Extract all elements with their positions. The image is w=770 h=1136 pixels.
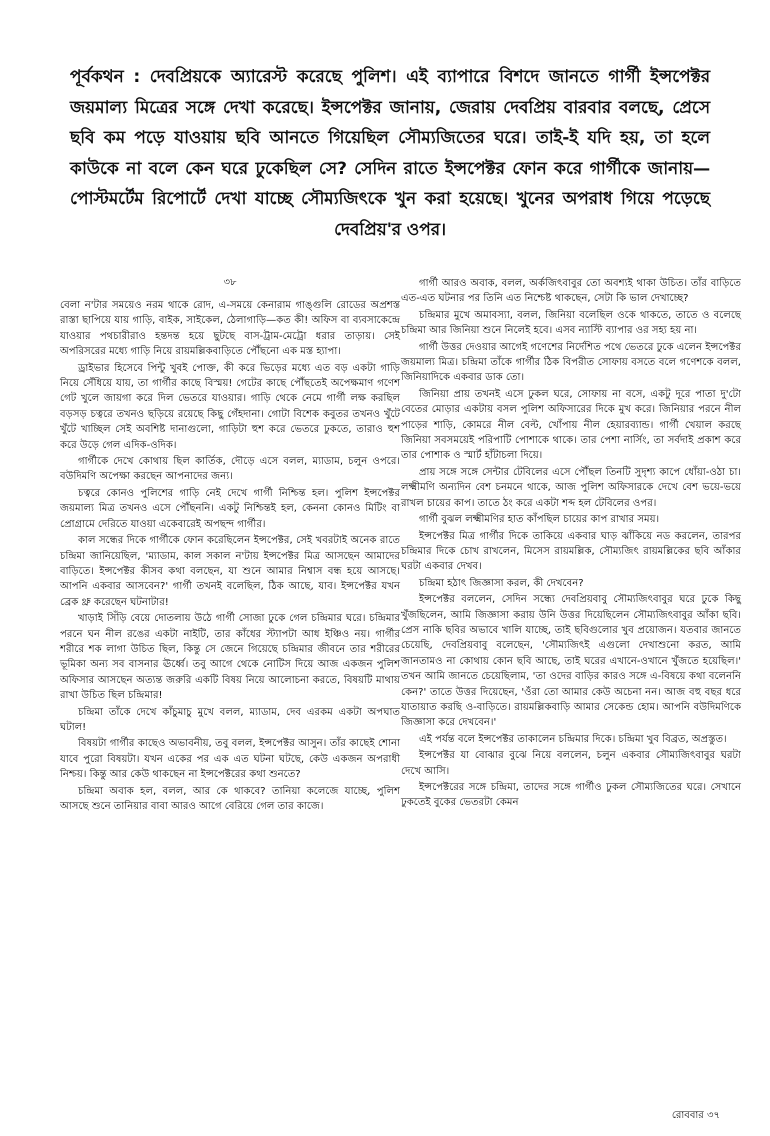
paragraph: ড্রাইভার হিসেবে পিন্টু খুবই পোক্ত, কী করে ভিড়ের মধ্যে এত বড় একটা গাড়ি নিয়ে সেঁধিয়ে যায়, তা গার্গীর কাছে বিস্ময়! গেটের কাছে পৌঁছতেই অপেক্ষমাণ গণেশ গেট খুলে জায়গা করে দিল ভেতরে যাওয়ার। গাড়ি থেকে নেমে গার্গী লক্ষ করছিল বড়সড় চত্বরে তখনও ছড়িয়ে রয়েছে কিছু গেঁহদানা। গোটা বিশেক কবুতর তখনও খুঁটে খুঁটে খাচ্ছিল সেই অবশিষ্ট দানাগুলো, গাড়িটা হুশ করে ভেতরে ঢুকতে, তারাও হুশ করে উড়ে গেল এদিক-ওদিক। xyxy=(60,362,400,451)
paragraph: চত্বরে কোনও পুলিশের গাড়ি নেই দেখে গার্গী নিশ্চিন্ত হল। পুলিশ ইন্সপেক্টর জয়মাল্য মিত্র তখনও এসে পৌঁছননি। একটু নিশ্চিন্তই হল, কেননা কোনও মিটিং বা প্রোগ্রামে দেরিতে যাওয়া একেবারেই অপছন্দ গার্গীর। xyxy=(60,487,400,530)
paragraph: ইন্সপেক্টরের সঙ্গে চন্দ্রিমা, তাদের সঙ্গে গার্গীও ঢুকল সৌম্যজিতের ঘরে। সেখানে ঢুকতেই বুকের ভেতরটা কেমন xyxy=(401,782,741,809)
paragraph: চন্দ্রিমা হঠাৎ জিজ্ঞাসা করল, কী দেখবেন? xyxy=(419,577,584,589)
paragraph: খাড়াই সিঁড়ি বেয়ে দোতলায় উঠে গার্গী সোজা ঢুকে গেল চন্দ্রিমার ঘরে। চন্দ্রিমার পরনে ঘন নীল রঙের একটা নাইটি, তার কাঁধের স্ট্যাপটা আধ ইঞ্চিও নয়। গার্গীর শরীরে শক লাগা উচিত ছিল, কিন্তু সে জেনে গিয়েছে চন্দ্রিমার জীবনে তার শরীরের ভূমিকা অন্য সব বাসনার ঊর্ধ্বে। তবু আগে থেকে নোটিস দিয়ে আজ একজন পুলিশ অফিসার আসছেন অত্যন্ত জরুরি একটি বিষয় নিয়ে আলোচনা করতে, বিষয়টি মাথায় রাখা উচিত ছিল চন্দ্রিমার! xyxy=(60,613,400,702)
paragraph: এই পর্যন্ত বলে ইন্সপেক্টর তাকালেন চন্দ্রিমার দিকে। চন্দ্রিমা খুব বিব্রত, অপ্রস্তুত। xyxy=(419,733,727,745)
paragraph: চন্দ্রিমা তাঁকে দেখে কাঁচুমাচু মুখে বলল, ম্যাডাম, দেব এরকম একটা অপঘাত ঘটাল! xyxy=(60,706,400,733)
left-column xyxy=(60,276,400,815)
synopsis-text: দেবপ্রিয়কে অ্যারেস্ট করেছে পুলিশ। এই ব্যাপারে বিশদে জানতে গার্গী ইন্সপেক্টর জয়মাল্য মিত্রের সঙ্গে দেখা করেছে। ইন্সপেক্টর জানায়, জেরায় দেবপ্রিয় বারবার বলছে, প্রেসে ছবি কম পড়ে যাওয়ায় ছবি আনতে গিয়েছিল সৌম্যজিতের ঘরে। তাই-ই যদি হয়, তা হলে কাউকে না বলে কেন ঘরে ঢুকেছিল সে? সেদিন রাতে ইন্সপেক্টর ফোন করে গার্গীকে জানায়—পোস্টমর্টেম রিপোর্টে দেখা যাচ্ছে সৌম্যজিৎকে খুন করা হয়েছে। খুনের অপরাধ গিয়ে পড়েছে দেবপ্রিয়'র ওপর। xyxy=(70,67,710,240)
paragraph: ইন্সপেক্টর যা বোঝার বুঝে নিয়ে বললেন, চলুন একবার সৌম্যজিৎবাবুর ঘরটা দেখে আসি। xyxy=(401,750,741,777)
synopsis xyxy=(70,62,710,246)
paragraph: বেলা ন'টার সময়েও নরম থাকে রোদ, এ-সময়ে কেনারাম গাঙ্গুলি রোডের অপ্রশস্ত রাস্তা ছাপিয়ে যায় গাড়ি, বাইক, সাইকেল, ঠেলাগাড়ি—কত কী! অফিস বা ব্যবসাকেন্দ্রে যাওয়ার পথচারীরাও হন্তদন্ত হয়ে ছুটছে বাস-ট্রাম-মেট্রো ধরার তাড়ায়। সেই অপরিসরের মধ্যে গাড়ি নিয়ে রায়মল্লিকবাড়িতে পৌঁছনো এক মস্ত হ্যাপা। xyxy=(60,300,400,358)
paragraph: গার্গীকে দেখে কোথায় ছিল কার্তিক, দৌড়ে এসে বলল, ম্যাডাম, চলুন ওপরে। বউদিমণি অপেক্ষা করছেন আপনাদের জন্য। xyxy=(60,456,400,483)
paragraph: চন্দ্রিমা অবাক হল, বলল, আর কে থাকবে? তানিয়া কলেজে যাচ্ছে, পুলিশ আসছে শুনে তানিয়ার বাবা আরও আগে বেরিয়ে গেল তার কাজে। xyxy=(60,785,400,812)
right-column xyxy=(401,276,741,812)
synopsis-label: পূর্বকথন : xyxy=(70,67,141,87)
paragraph: গার্গী আরও অবাক, বলল, অর্কজিৎবাবুর তো অবশ্যই থাকা উচিত। তাঁর বাড়িতে এত-এত ঘটনার পর তিনি এত নিশ্চেষ্ট থাকছেন, সেটা কি ভাল দেখাচ্ছে? xyxy=(401,278,741,305)
paragraph: গার্গী বুঝল লক্ষ্মীমণির হাত কাঁপছিল চায়ের কাপ রাখার সময়। xyxy=(419,514,660,526)
paragraph: কাল সন্ধের দিকে গার্গীকে ফোন করেছিলেন ইন্সপেক্টর, সেই খবরটাই অনেক রাতে চন্দ্রিমা জানিয়েছিল, 'ম্যাডাম, কাল সকাল ন'টায় ইন্সপেক্টর মিত্র আসছেন আমাদের বাড়িতে। ইন্সপেক্টর কীসব কথা বলছেন, যা শুনে আমার নিশ্বাস বন্ধ হয়ে আসছে। আপনি একবার আসবেন?' গার্গী তখনই বলেছিল, ঠিক আছে, যাব। ইন্সপেক্টর যখন ব্রেক থ্রু করেছেন ঘটনাটার! xyxy=(60,535,400,608)
paragraph: ইন্সপেক্টর বললেন, সেদিন সন্ধ্যে দেবপ্রিয়বাবু সৌম্যজিৎবাবুর ঘরে ঢুকে কিছু খুঁজছিলেন, আমি জিজ্ঞাসা করায় উনি উত্তর দিয়েছিলেন সৌম্যজিৎবাবুর আঁকা ছবি। প্রেস নাকি ছবির অভাবে খালি যাচ্ছে, তাই ছবিগুলোর খুব প্রয়োজন। যতবার জানতে চেয়েছি, দেবপ্রিয়বাবু বলেছেন, 'সৌম্যজিৎই এগুলো দেখাশুনো করত, আমি জানতামও না কোথায় কোন ছবি আছে, তাই ঘরের এখানে-ওখানে খুঁজতে হয়েছিল।' তখন আমি জানতে চেয়েছিলাম, 'তা ওদের বাড়ির কারও সঙ্গে এ-বিষয়ে কথা বলেননি কেন?' তাতে উত্তর দিয়েছেন, 'ওঁরা তো আমার কেউ অচেনা নন। আজ বহু বছর ধরে যাতায়াত করছি ও-বাড়িতে। রায়মল্লিকবাড়ি আমার সেকেন্ড হোম। আপনি বউদিমণিকে জিজ্ঞাসা করে দেখবেন।' xyxy=(401,594,741,729)
chapter-number: ৩৮ xyxy=(223,277,237,288)
paragraph: প্রায় সঙ্গে সঙ্গে সেন্টার টেবিলের এসে পৌঁছল তিনটি সুদৃশ্য কাপে ধোঁয়া-ওঠা চা। লক্ষ্মীমণি অন্যদিন বেশ চনমনে থাকে, আজ পুলিশ অফিসারকে দেখে বেশ ভয়ে-ভয়ে রাখল চায়ের কাপ। তাতে ঠং করে একটা শব্দ হল টেবিলের ওপর। xyxy=(401,466,741,509)
paragraph: জিনিয়া প্রায় তখনই এসে ঢুকল ঘরে, সোফায় না বসে, একটু দূরে পাতা দু'টো বেতের মোড়ার একটায় বসল পুলিশ অফিসারের দিকে মুখ করে। জিনিয়ার পরনে নীল পাড়ের শাড়ি, কোমরে নীল বেল্ট, খোঁপায় নীল হেয়ারব্যান্ড। গার্গী খেয়াল করছে জিনিয়া সবসময়েই পরিপাটি পোশাকে থাকে। তার পেশা নার্সিং, তা সর্বদাই প্রকাশ করে তার পোশাক ও স্মার্ট হাঁটাচলা দিয়ে। xyxy=(401,388,741,462)
paragraph: ইন্সপেক্টর মিত্র গার্গীর দিকে তাকিয়ে একবার ঘাড় ঝাঁকিয়ে নড করলেন, তারপর চন্দ্রিমার দিকে চোখ রাখলেন, মিসেস রায়মল্লিক, সৌম্যজিৎ রায়মল্লিকের ছবি আঁকার ঘরটা একবার দেখব। xyxy=(401,530,741,573)
paragraph: গার্গী উত্তর দেওয়ার আগেই গণেশের নির্দেশিত পথে ভেতরে ঢুকে এলেন ইন্সপেক্টর জয়মাল্য মিত্র। চন্দ্রিমা তাঁকে গার্গীর ঠিক বিপরীত সোফায় বসতে বলে গণেশকে বলল, জিনিয়াদিকে একবার ডাক তো। xyxy=(401,341,741,384)
paragraph: বিষয়টা গার্গীর কাছেও অভাবনীয়, তবু বলল, ইন্সপেক্টর আসুন। তাঁর কাছেই শোনা যাবে পুরো বিষয়টা। যখন একের পর এক এত ঘটনা ঘটছে, কেউ একজন অপরাধী নিশ্চয়। কিন্তু আর কেউ থাকছেন না ইন্সপেক্টরের কথা শুনতে? xyxy=(60,738,400,781)
page-footer: রোববার ৩৭ xyxy=(671,1110,720,1121)
paragraph: চন্দ্রিমার মুখে অমাবস্যা, বলল, জিনিয়া বলেছিল ওকে থাকতে, তাতে ও বলেছে চন্দ্রিমা আর জিনিয়া শুনে নিলেই হবে। এসব ন্যাস্টি ব্যাপার ওর সহ্য হয় না। xyxy=(401,309,741,337)
